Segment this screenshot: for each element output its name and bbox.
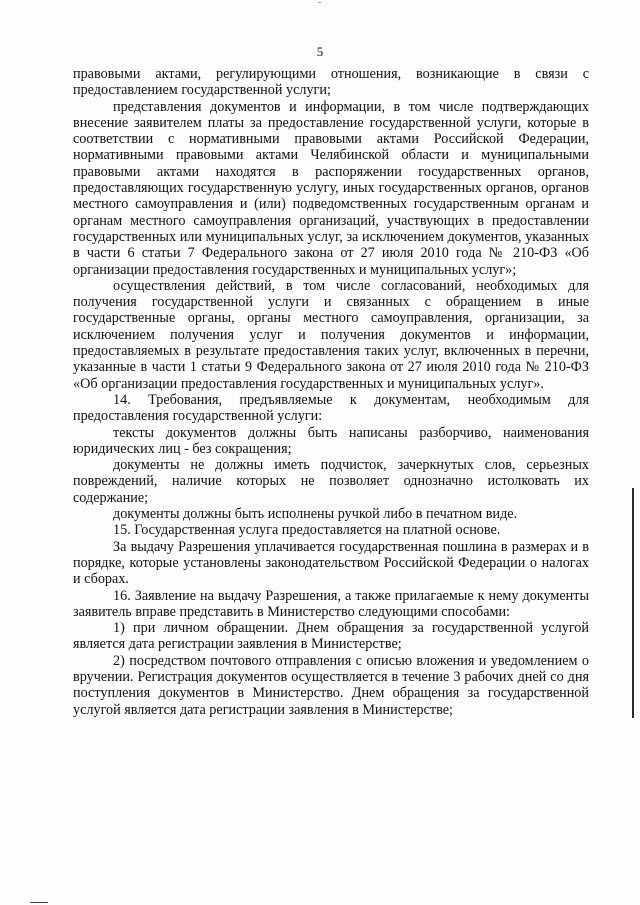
paragraph: За выдачу Разрешения уплачивается государственная пошлина в размерах и в порядке, которые установлены законодательством Российской Федерации о налогах и сборах. (73, 538, 589, 588)
paragraph: тексты документов должны быть написаны разборчиво, наименования юридических лиц - без сокращения; (73, 424, 589, 457)
paragraph: 14. Требования, предъявляемые к документам, необходимым для предоставления государственной услуги: (73, 391, 589, 425)
paragraph: документы должны быть исполнены ручкой либо в печатном виде. (113, 506, 518, 523)
paragraph: 15. Государственная услуга предоставляется на платной основе. (113, 522, 501, 539)
paragraph: осуществления действий, в том числе согласований, необходимых для получения государственной услуги и связанных с обращением в иные государственные органы, органы местного самоуправления, организации, за исключением получения услуг и получения документов и информации, предоставляемых в результате предоставления таких услуг, включенных в перечни, указанные в части 1 статьи 9 Федерального закона от 27 июля 2010 года № 210-ФЗ «Об организации предоставления государственных и муниципальных услуг». (73, 277, 589, 392)
paragraph: 1) при личном обращении. Днем обращения за государственной услугой является дата регистрации заявления в Министерстве; (73, 620, 589, 653)
paragraph: правовыми актами, регулирующими отношения, возникающие в связи с предоставлением государственной услуги; (73, 66, 589, 99)
paragraph: представления документов и информации, в том числе подтверждающих внесение заявителем платы за предоставление государственной услуги, которые в соответствии с нормативными правовыми актами Российской Федерации, нормативными правовыми актами Челябинской области и муниципальными правовыми актами находятся в распоряжении государственных органов, предоставляющих государственную услугу, иных государственных органов, органов местного самоуправления и (или) подведомственных государственным органам и органам местного самоуправления организаций, участвующих в предоставлении государственных или муниципальных услуг, за исключением документов, указанных в части 6 статьи 7 Федерального закона от 27 июля 2010 года № 210-ФЗ «Об организации предоставления государственных и муниципальных услуг»; (73, 98, 589, 278)
paragraph: документы не должны иметь подчисток, зачеркнутых слов, серьезных повреждений, наличие которых не позволяет однозначно истолковать их содержание; (73, 457, 589, 506)
scan-artifact (318, 2, 321, 3)
page-number: 5 (316, 44, 324, 59)
scan-edge-line (632, 488, 634, 718)
scan-artifact (30, 902, 48, 903)
paragraph: 16. Заявление на выдачу Разрешения, а также прилагаемые к нему документы заявитель вправе представить в Министерство следующими способами: (73, 587, 589, 620)
paragraph: 2) посредством почтового отправления с описью вложения и уведомлением о вручении. Регистрация документов осуществляется в течение 3 рабочих дней со дня поступления документов в Министерство. Днем обращения за государственной услугой является дата регистрации заявления в Министерстве; (73, 652, 589, 718)
document-body (73, 66, 589, 718)
